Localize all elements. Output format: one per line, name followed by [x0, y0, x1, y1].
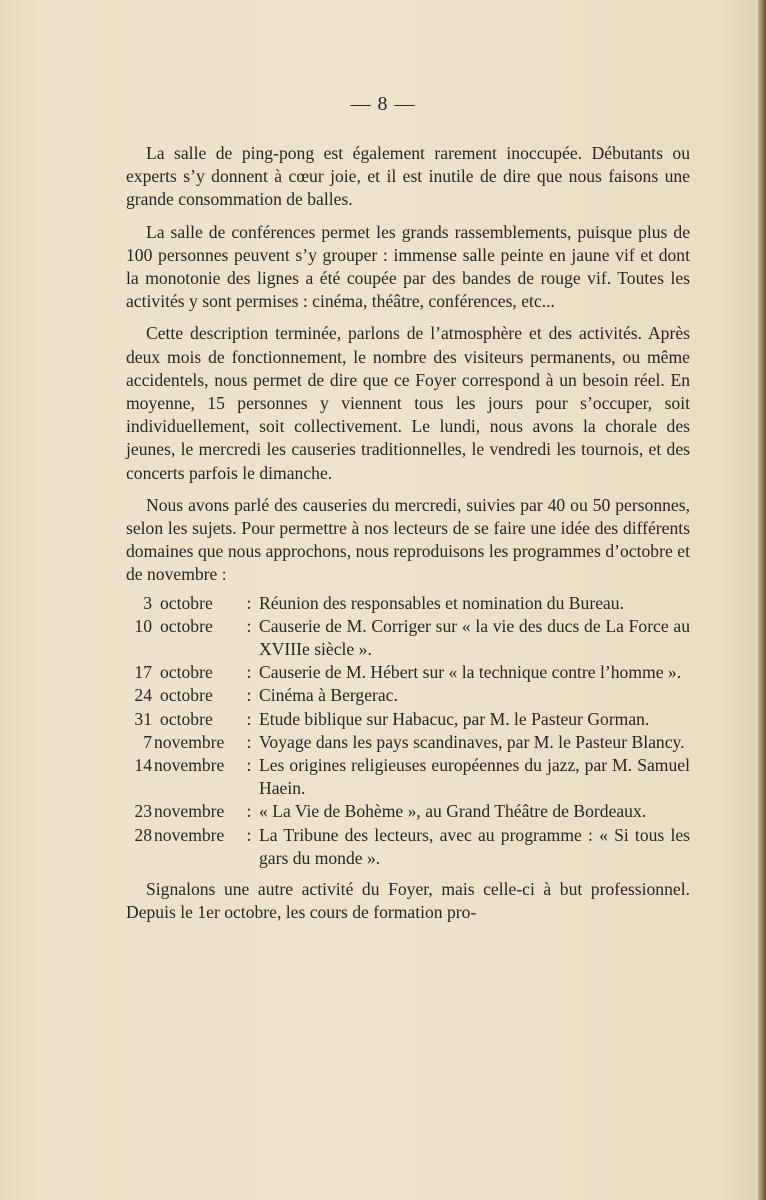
programme-day: 3 — [143, 592, 152, 613]
programme-separator: : — [246, 685, 252, 706]
programme-month: octobre — [160, 662, 213, 683]
programme-description: Les origines religieuses européennes du jazz, par M. Samuel Haein. — [259, 755, 690, 799]
programme-list — [126, 592, 690, 870]
paragraph-conference-room: La salle de conférences permet les grands rassemblements, puisque plus de 100 personnes peuvent s’y grouper : immense salle peinte en jaune vif et dont la monotonie des lignes a été coupée par des bandes de rouge vif. Toutes les activités y sont permises : cinéma, théâtre, conférences, etc... — [126, 221, 690, 312]
programme-description: Cinéma à Bergerac. — [259, 685, 398, 706]
programme-day: 31 — [134, 708, 152, 729]
paragraph-professional-activity: Signalons une autre activité du Foyer, mais celle-ci à but professionnel. Depuis le 1er octobre, les cours de formation pro- — [126, 879, 690, 923]
programme-entry — [126, 615, 690, 661]
article-body — [126, 142, 690, 934]
programme-separator: : — [246, 592, 252, 613]
programme-entry — [126, 684, 690, 707]
paragraph-atmosphere: Cette description terminée, parlons de l’atmosphère et des activités. Après deux mois de fonctionnement, le nombre des visiteurs permanents, ou même accidentels, nous permet de dire que ce Foyer correspond à un besoin réel. En moyenne, 15 personnes y viennent tous les jours pour s’occuper, soit individuellement, soit collectivement. Le lundi, nous avons la chorale des jeunes, le mercredi les causeries traditionnelles, le vendredi les tournois, et des concerts parfois le dimanche. — [126, 323, 690, 483]
programme-entry — [126, 800, 690, 823]
programme-entry — [126, 592, 690, 615]
programme-month: octobre — [160, 685, 213, 706]
programme-month: octobre — [160, 592, 213, 613]
programme-month: novembre — [154, 755, 225, 776]
programme-description: « La Vie de Bohème », au Grand Théâtre de Bordeaux. — [259, 801, 647, 822]
programme-month: novembre — [154, 731, 225, 752]
programme-description: Causerie de M. Hébert sur « la technique contre l’homme ». — [259, 662, 682, 683]
programme-separator: : — [246, 708, 252, 729]
programme-day: 7 — [143, 731, 152, 752]
programme-entry — [126, 731, 690, 754]
programme-day: 17 — [134, 662, 152, 683]
programme-entry — [126, 754, 690, 800]
programme-day: 10 — [134, 615, 152, 636]
programme-description: Causerie de M. Corriger sur « la vie des ducs de La Force au XVIIIe siècle ». — [259, 615, 690, 660]
programme-day: 14 — [134, 755, 152, 776]
programme-separator: : — [246, 824, 252, 845]
programme-entry — [126, 708, 690, 731]
paragraph-causeries: Nous avons parlé des causeries du mercredi, suivies par 40 ou 50 personnes, selon les sujets. Pour permettre à nos lecteurs de se faire une idée des différents domaines que nous approchons, nous reproduisons les programmes d’octobre et de novembre : — [126, 494, 690, 585]
programme-separator: : — [246, 801, 252, 822]
programme-entry — [126, 661, 690, 684]
programme-month: octobre — [160, 615, 213, 636]
programme-description: La Tribune des lecteurs, avec au programme : « Si tous les gars du monde ». — [259, 824, 690, 868]
programme-separator: : — [246, 731, 252, 752]
programme-description: Voyage dans les pays scandinaves, par M. le Pasteur Blancy. — [259, 731, 685, 752]
paragraph-ping-pong: La salle de ping-pong est également rarement inoccupée. Débutants ou experts s’y donnent à cœur joie, et il est inutile de dire que nous faisons une grande consommation de balles. — [126, 143, 690, 210]
programme-month: novembre — [154, 824, 225, 845]
programme-separator: : — [246, 755, 252, 776]
programme-separator: : — [246, 615, 252, 636]
programme-day: 28 — [134, 824, 152, 845]
programme-description: Etude biblique sur Habacuc, par M. le Pasteur Gorman. — [259, 708, 650, 729]
programme-month: novembre — [154, 801, 225, 822]
page-edge — [758, 0, 766, 1200]
programme-description: Réunion des responsables et nomination du Bureau. — [259, 592, 625, 613]
programme-day: 23 — [134, 801, 152, 822]
programme-separator: : — [246, 662, 252, 683]
programme-day: 24 — [134, 685, 152, 706]
programme-month: octobre — [160, 708, 213, 729]
page-number: — 8 — — [350, 93, 416, 115]
programme-entry — [126, 824, 690, 870]
